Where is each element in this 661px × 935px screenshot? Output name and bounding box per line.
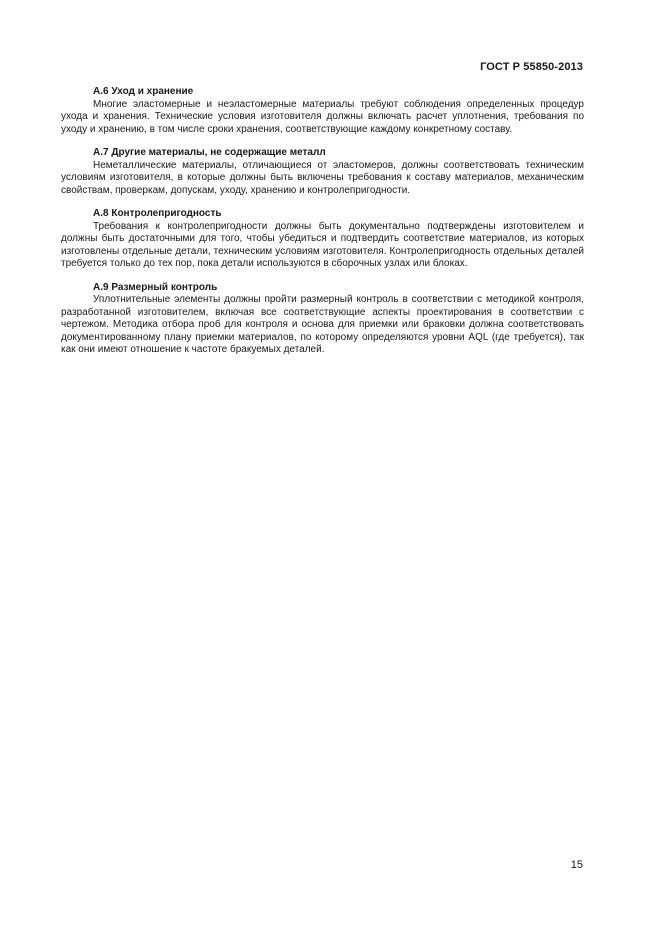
document-id: ГОСТ Р 55850-2013: [480, 61, 583, 73]
section-a7: [61, 147, 584, 197]
section-a6: [61, 86, 584, 136]
section-paragraph: Требования к контролепригодности должны быть документально подтверждены изготовителем и должны быть достаточными для того, чтобы убедиться и подтвердить соответствие материалов, из которых изготовлены отдельные детали, техническим условиям изготовителя. Контролепригодность отдельных деталей требуется только до тех пор, пока детали используются в сборочных узлах или блоках.: [61, 220, 584, 269]
section-a8: [61, 208, 584, 271]
section-title: А.6 Уход и хранение: [93, 86, 194, 97]
document-body: [61, 86, 584, 368]
section-paragraph: Неметаллические материалы, отличающиеся от эластомеров, должны соответствовать техническим условиям изготовителя, в которые должны быть включены требования к составу материалов, механическим свойствам, проверкам, допускам, уходу, хранению и контролепригодности.: [61, 159, 584, 196]
section-a9: [61, 282, 584, 357]
section-title: А.9 Размерный контроль: [93, 281, 218, 293]
section-paragraph: Уплотнительные элементы должны пройти размерный контроль в соответствии с методикой контроля, разработанной изготовителем, включая все соответствующие аспекты проектирования в соответствии с чертежом. Методика отбора проб для контроля и основа для приемки или браковки должна соответствовать документированному плану приемки материалов, по которому определяются уровни AQL (где требуется), так как они имеют отношение к частоте бракуемых деталей.: [61, 294, 584, 355]
section-title: А.7 Другие материалы, не содержащие металл: [93, 147, 326, 158]
section-title: А.8 Контролепригодность: [93, 208, 222, 219]
page-number: 15: [570, 859, 583, 871]
section-paragraph: Многие эластомерные и неэластомерные материалы требуют соблюдения определенных процедур ухода и хранения. Технические условия изготовителя должны включать расчет уплотнения, требования по уходу и хранению, в том числе сроки хранения, соответствующие каждому конкретному составу.: [61, 98, 584, 135]
